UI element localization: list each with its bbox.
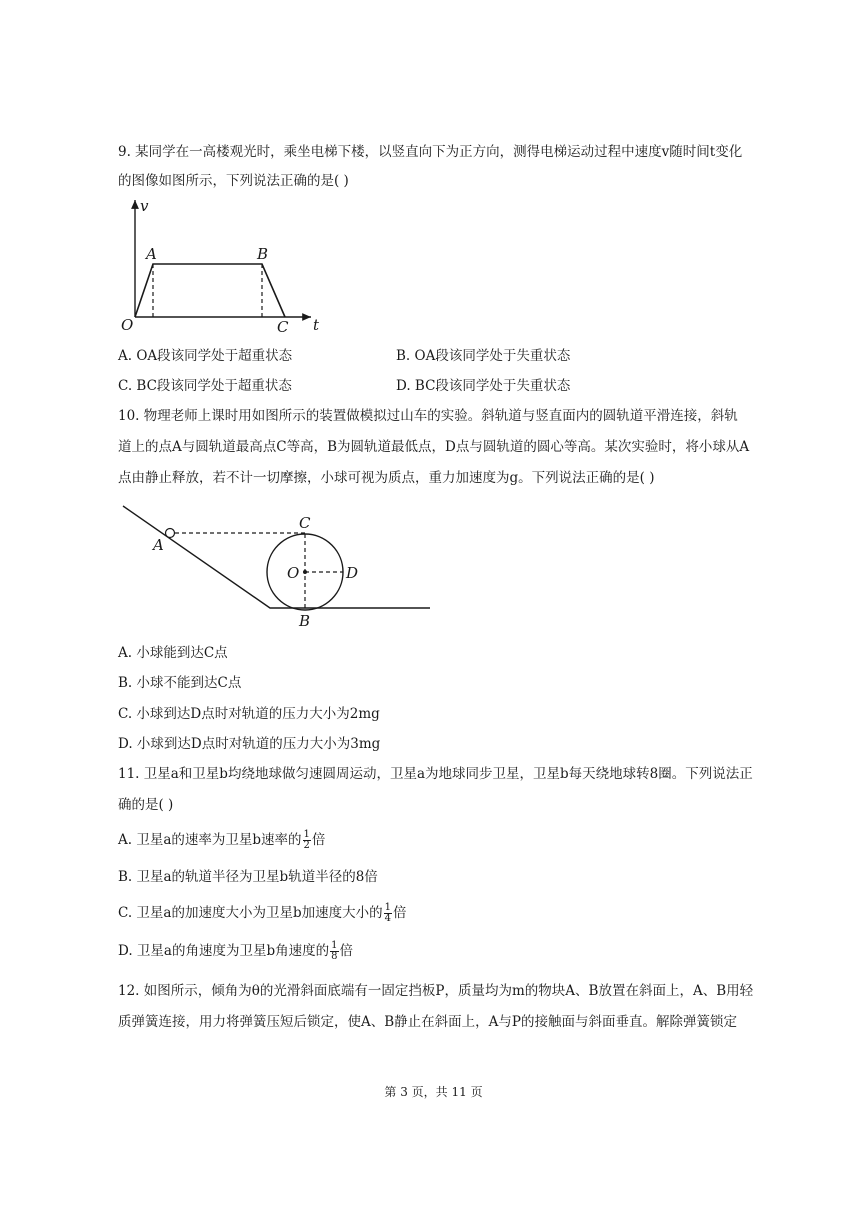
incline-track [123, 506, 430, 608]
label-a: A [153, 536, 164, 554]
fraction-denominator: 2 [303, 840, 310, 851]
fraction [303, 830, 311, 851]
fraction-numerator: 1 [331, 940, 338, 951]
label-o: O [287, 564, 300, 582]
fraction [330, 941, 338, 962]
q9-option-c: C. BC段该同学处于超重状态 [118, 378, 292, 394]
q11-stem-line2: 确的是( ) [118, 797, 174, 813]
label-b: B [299, 612, 311, 630]
center-dot [303, 570, 307, 574]
q10-option-a: A. 小球能到达C点 [118, 645, 228, 661]
label-c: C [277, 318, 289, 336]
q12-stem-line1: 12. 如图所示，倾角为θ的光滑斜面底端有一固定挡板P，质量均为m的物块A、B放置在斜面上，A、B用轻 [118, 983, 754, 999]
q11-option-d-suffix: 倍 [339, 943, 353, 959]
q10-option-d: D. 小球到达D点时对轨道的压力大小为3mg [118, 736, 381, 752]
q10-stem-line1: 10. 物理老师上课时用如图所示的装置做模拟过山车的实验。斜轨道与竖直面内的圆轨道平滑连接，斜轨 [118, 408, 738, 424]
q11-option-c [118, 903, 407, 924]
label-v: v [140, 197, 149, 215]
fraction-numerator: 1 [384, 902, 391, 913]
q9-stem-line1: 9. 某同学在一高楼观光时，乘坐电梯下楼，以竖直向下为正方向，测得电梯运动过程中速度v随时间t变化 [118, 144, 743, 160]
fraction-numerator: 1 [303, 829, 310, 840]
q10-option-b: B. 小球不能到达C点 [118, 675, 242, 691]
q11-option-c-suffix: 倍 [393, 905, 407, 921]
q9-option-a: A. OA段该同学处于超重状态 [118, 348, 293, 364]
fraction-denominator: 4 [384, 913, 391, 924]
q9-stem-line2: 的图像如图所示，下列说法正确的是( ) [118, 173, 349, 189]
label-b: B [257, 245, 269, 263]
q11-option-d [118, 941, 353, 962]
label-t: t [313, 316, 320, 334]
q11-option-d-text: D. 卫星a的角速度为卫星b角速度的 [118, 943, 330, 959]
fraction [384, 903, 392, 924]
q10-stem-line3: 点由静止释放，若不计一切摩擦，小球可视为质点，重力加速度为g。下列说法正确的是( ) [118, 470, 655, 486]
label-a: A [146, 245, 157, 263]
ball [166, 529, 175, 538]
label-c: C [299, 514, 311, 532]
fraction-denominator: 8 [331, 951, 338, 962]
q11-option-b: B. 卫星a的轨道半径为卫星b轨道半径的8倍 [118, 869, 378, 885]
q11-option-a [118, 830, 325, 851]
page-footer: 第 3 页，共 11 页 [384, 1085, 483, 1099]
label-d: D [346, 564, 359, 582]
q9-option-b: B. OA段该同学处于失重状态 [396, 348, 571, 364]
q12-stem-line2: 质弹簧连接，用力将弹簧压短后锁定，使A、B静止在斜面上，A与P的接触面与斜面垂直。解除弹簧锁定 [118, 1014, 738, 1030]
q11-option-a-text: A. 卫星a的速率为卫星b速率的 [118, 832, 302, 848]
q10-stem-line2: 道上的点A与圆轨道最高点C等高，B为圆轨道最低点，D点与圆轨道的圆心等高。某次实验时，将小球从A [118, 439, 750, 455]
q9-option-d: D. BC段该同学处于失重状态 [396, 378, 571, 394]
q10-track-diagram [115, 500, 445, 635]
q11-option-a-suffix: 倍 [311, 832, 326, 848]
q11-option-c-text: C. 卫星a的加速度大小为卫星b加速度大小的 [118, 905, 383, 921]
q10-option-c: C. 小球到达D点时对轨道的压力大小为2mg [118, 706, 380, 722]
q9-vt-graph [115, 196, 335, 336]
q11-stem-line1: 11. 卫星a和卫星b均绕地球做匀速圆周运动，卫星a为地球同步卫星，卫星b每天绕地球转8圈。下列说法正 [118, 766, 753, 782]
label-o: O [121, 316, 134, 334]
